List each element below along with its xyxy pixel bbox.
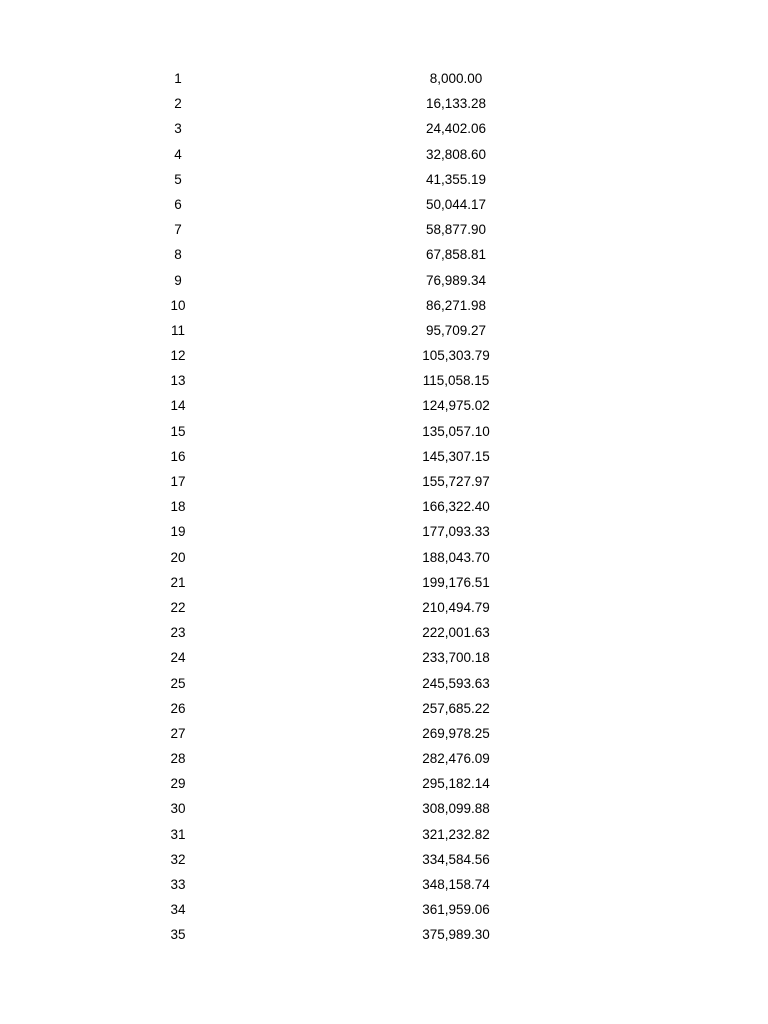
period-cell: 9 <box>174 272 182 288</box>
table-row <box>0 872 768 897</box>
period-cell: 4 <box>174 146 182 162</box>
balance-cell: 76,989.34 <box>425 272 487 288</box>
balance-cell: 177,093.33 <box>422 524 490 540</box>
balance-cell: 155,727.97 <box>422 474 490 489</box>
table-row <box>0 116 768 141</box>
table-row <box>0 318 768 343</box>
balance-cell: 199,176.51 <box>422 574 490 590</box>
period-cell: 14 <box>170 398 186 414</box>
balance-cell: 105,303.79 <box>422 348 490 364</box>
table-row <box>0 671 768 696</box>
period-cell: 31 <box>170 826 186 842</box>
table-row <box>0 469 768 494</box>
balance-cell: 166,322.40 <box>422 499 490 515</box>
table-row <box>0 66 768 91</box>
table-row <box>0 91 768 116</box>
balance-cell: 282,476.09 <box>422 751 490 767</box>
balance-cell: 188,043.70 <box>422 549 490 565</box>
period-cell: 6 <box>174 196 182 212</box>
table-row <box>0 419 768 444</box>
balance-cell: 32,808.60 <box>425 146 487 162</box>
period-cell: 35 <box>170 927 186 943</box>
table-row <box>0 570 768 595</box>
table-row <box>0 192 768 217</box>
table-row <box>0 847 768 872</box>
period-cell: 24 <box>170 650 186 666</box>
balance-cell: 233,700.18 <box>422 650 490 666</box>
balance-cell: 245,593.63 <box>422 675 490 691</box>
balance-cell: 348,158.74 <box>422 877 490 892</box>
period-cell: 19 <box>170 524 186 540</box>
table-row <box>0 519 768 544</box>
period-cell: 30 <box>170 801 186 817</box>
table-row <box>0 242 768 267</box>
table-row <box>0 268 768 293</box>
period-cell: 2 <box>174 96 182 112</box>
period-cell: 5 <box>174 171 182 187</box>
balance-cell: 67,858.81 <box>425 247 487 263</box>
period-cell: 32 <box>170 851 186 867</box>
balance-cell: 257,685.22 <box>422 700 490 716</box>
period-cell: 1 <box>174 71 182 86</box>
balance-cell: 269,978.25 <box>422 725 490 741</box>
period-cell: 26 <box>170 700 186 716</box>
table-row <box>0 620 768 645</box>
balance-cell: 334,584.56 <box>422 851 490 867</box>
balance-cell: 222,001.63 <box>422 625 490 641</box>
period-cell: 25 <box>170 675 186 691</box>
period-cell: 29 <box>170 776 186 792</box>
balance-cell: 41,355.19 <box>425 171 487 187</box>
data-table <box>0 66 768 948</box>
table-row <box>0 142 768 167</box>
table-row <box>0 167 768 192</box>
period-cell: 22 <box>170 599 186 615</box>
period-cell: 13 <box>170 373 186 389</box>
table-row <box>0 696 768 721</box>
period-cell: 16 <box>170 448 186 464</box>
table-row <box>0 771 768 796</box>
table-row <box>0 444 768 469</box>
period-cell: 7 <box>174 222 182 238</box>
table-row <box>0 217 768 242</box>
balance-cell: 145,307.15 <box>422 448 490 464</box>
period-cell: 21 <box>170 574 186 590</box>
balance-cell: 8,000.00 <box>429 71 483 86</box>
balance-cell: 295,182.14 <box>422 776 490 792</box>
balance-cell: 210,494.79 <box>422 599 490 615</box>
table-row <box>0 545 768 570</box>
period-cell: 11 <box>170 322 185 338</box>
period-cell: 10 <box>170 297 186 313</box>
balance-cell: 16,133.28 <box>425 96 487 112</box>
balance-cell: 308,099.88 <box>422 801 490 817</box>
period-cell: 18 <box>170 499 186 515</box>
balance-cell: 50,044.17 <box>425 196 487 212</box>
period-cell: 28 <box>170 751 186 767</box>
table-row <box>0 595 768 620</box>
balance-cell: 124,975.02 <box>422 398 490 414</box>
table-row <box>0 796 768 821</box>
period-cell: 15 <box>170 423 186 439</box>
period-cell: 27 <box>170 725 186 741</box>
balance-cell: 375,989.30 <box>422 927 490 943</box>
balance-cell: 321,232.82 <box>422 826 490 842</box>
period-cell: 8 <box>174 247 182 263</box>
balance-cell: 135,057.10 <box>422 423 490 439</box>
table-row <box>0 393 768 418</box>
table-row <box>0 897 768 922</box>
balance-cell: 86,271.98 <box>425 297 487 313</box>
table-row <box>0 922 768 947</box>
table-row <box>0 822 768 847</box>
table-row <box>0 368 768 393</box>
table-row <box>0 645 768 670</box>
table-row <box>0 293 768 318</box>
balance-cell: 361,959.06 <box>422 902 490 918</box>
period-cell: 3 <box>174 121 182 137</box>
balance-cell: 24,402.06 <box>425 121 487 137</box>
balance-cell: 115,058.15 <box>422 373 490 389</box>
table-row <box>0 494 768 519</box>
period-cell: 23 <box>170 625 186 641</box>
balance-cell: 58,877.90 <box>425 222 487 238</box>
period-cell: 12 <box>170 348 186 364</box>
period-cell: 20 <box>170 549 186 565</box>
table-row <box>0 343 768 368</box>
period-cell: 17 <box>170 474 186 489</box>
period-cell: 33 <box>170 877 186 892</box>
table-row <box>0 721 768 746</box>
balance-cell: 95,709.27 <box>425 322 487 338</box>
table-row <box>0 746 768 771</box>
period-cell: 34 <box>170 902 186 918</box>
